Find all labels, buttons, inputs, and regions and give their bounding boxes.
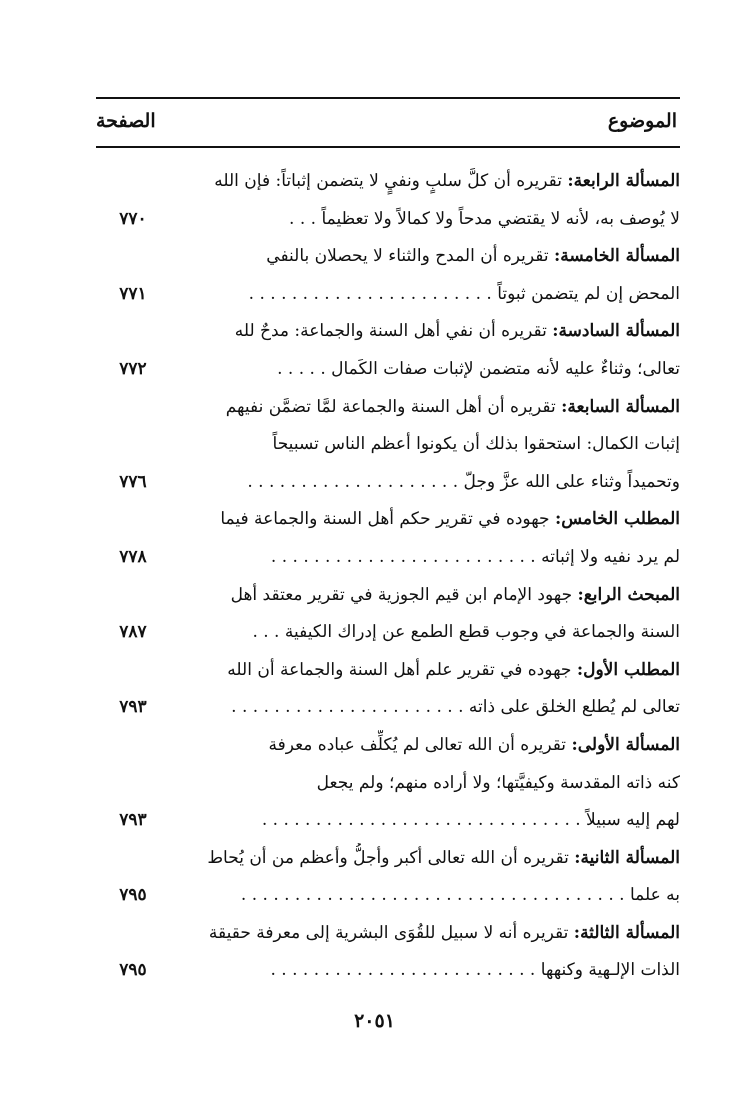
toc-entry-text: تقريره أن الله تعالى لم يُكلِّف عباده معرفة (268, 734, 572, 755)
toc-line-text (180, 768, 680, 798)
toc-page-number: ٧٧١ (119, 283, 147, 304)
top-rule (96, 97, 680, 99)
toc-entry-text: كنه ذاته المقدسة وكيفيَّتها؛ ولا أراده منهم؛ ولم يجعل (316, 772, 680, 793)
page-number: ٢٠٥١ (354, 1010, 395, 1032)
toc-line (96, 726, 680, 764)
toc-entry-text: جهود الإمام ابن قيم الجوزية في تقرير معتقد أهل (230, 584, 578, 605)
toc-page-number: ٧٧٢ (119, 358, 147, 379)
toc-line-text (180, 429, 680, 459)
toc-entry-heading: المسألة السابعة: (561, 396, 680, 417)
toc-entry-heading: المطلب الخامس: (554, 509, 680, 530)
toc-list (96, 162, 680, 989)
toc-line (96, 688, 680, 726)
toc-entry-heading: المسألة الثالثة: (573, 922, 680, 943)
toc-entry-text: السنة والجماعة في وجوب قطع الطمع عن إدراك الكيفية . . . (252, 622, 680, 643)
toc-line (96, 651, 680, 689)
toc-line-text (180, 241, 680, 271)
toc-entry-text: تقريره أن أهل السنة والجماعة لمَّا تضمَّن نفيهم (225, 396, 562, 417)
toc-page-number: ٧٩٣ (119, 697, 147, 718)
toc-line-text (180, 542, 680, 572)
toc-entry-text: جهوده في تقرير حكم أهل السنة والجماعة فيما (220, 509, 555, 530)
toc-entry-text: تعالى؛ وثناءٌ عليه لأنه متضمن لإثبات صفات الكَمال . . . . . (277, 358, 680, 379)
toc-line-text (180, 955, 680, 985)
toc-entry-text: إثبات الكمال: استحقوا بذلك أن يكونوا أعظم الناس تسبيحاً (272, 434, 680, 455)
toc-entry-text: تقريره أن المدح والثناء لا يحصلان بالنفي (266, 246, 554, 267)
toc-line-text (180, 805, 680, 835)
toc-line (96, 425, 680, 463)
toc-line (96, 839, 680, 877)
toc-line (96, 500, 680, 538)
toc-entry-heading: المسألة الأولى: (571, 734, 680, 755)
toc-line (96, 914, 680, 952)
header-rule (96, 146, 680, 148)
toc-line (96, 538, 680, 576)
toc-entry-text: لم يرد نفيه ولا إثباته . . . . . . . . . . . . . . . . . . . . . . . . . (270, 546, 680, 567)
toc-line (96, 801, 680, 839)
toc-line-text (180, 279, 680, 309)
header-page: الصفحة (96, 110, 156, 132)
toc-line (96, 613, 680, 651)
toc-entry-heading: المسألة الخامسة: (553, 246, 680, 267)
toc-entry-text: وتحميداً وثناء على الله عزَّ وجلّ . . . . . . . . . . . . . . . . . . . . (247, 471, 680, 492)
toc-line-text (180, 316, 680, 346)
header-topic: الموضوع (607, 110, 677, 132)
toc-line-text (180, 880, 680, 910)
toc-entry-text: المحض إن لم يتضمن ثبوتاً . . . . . . . . . . . . . . . . . . . . . . . (248, 283, 680, 304)
toc-line-text (180, 166, 680, 196)
toc-entry-text: الذات الإلـهية وكنهها . . . . . . . . . . . . . . . . . . . . . . . . . (270, 960, 680, 981)
toc-page-number: ٧٧٨ (119, 546, 147, 567)
toc-line-text (180, 730, 680, 760)
toc-entry-heading: المسألة الرابعة: (567, 171, 680, 191)
toc-page-number: ٧٩٣ (119, 810, 147, 831)
toc-entry-text: تقريره أن كلَّ سلبٍ ونفيٍ لا يتضمن إثباتاً: فإن الله (214, 171, 568, 191)
toc-line (96, 951, 680, 989)
toc-line (96, 576, 680, 614)
toc-line-text (180, 504, 680, 534)
toc-line-text (180, 918, 680, 948)
toc-line-text (180, 617, 680, 647)
toc-line (96, 237, 680, 275)
toc-entry-text: تقريره أنه لا سبيل للقُوَى البشرية إلى معرفة حقيقة (208, 922, 574, 943)
toc-line-text (180, 467, 680, 497)
toc-entry-text: لهم إليه سبيلاً . . . . . . . . . . . . . . . . . . . . . . . . . . . . . . (261, 810, 680, 831)
toc-entry-text: تقريره أن الله تعالى أكبر وأجلُّ وأعظم من أن يُحاط (207, 847, 575, 868)
toc-entry-heading: المطلب الأول: (576, 659, 680, 680)
toc-line (96, 162, 680, 200)
toc-entry-heading: المسألة الثانية: (574, 847, 680, 868)
toc-entry-text: لا يُوصف به، لأنه لا يقتضي مدحاً ولا كمالاً ولا تعظيماً . . . (289, 208, 680, 229)
toc-page-number: ٧٧٦ (119, 471, 147, 492)
toc-page-number: ٧٩٥ (119, 960, 147, 981)
toc-page-number: ٧٩٥ (119, 885, 147, 906)
toc-entry-text: جهوده في تقرير علم أهل السنة والجماعة أن الله (227, 659, 577, 680)
toc-page-number: ٧٨٧ (119, 622, 147, 643)
toc-line-text (180, 392, 680, 422)
toc-entry-heading: المبحث الرابع: (577, 584, 680, 605)
toc-line (96, 200, 680, 238)
toc-line (96, 764, 680, 802)
toc-line (96, 876, 680, 914)
toc-line-text (180, 580, 680, 610)
toc-line-text (180, 354, 680, 384)
toc-line (96, 463, 680, 501)
toc-line (96, 388, 680, 426)
toc-entry-text: به علما . . . . . . . . . . . . . . . . . . . . . . . . . . . . . . . . . . . . (240, 885, 680, 906)
toc-line-text (180, 655, 680, 685)
toc-line (96, 275, 680, 313)
toc-line (96, 312, 680, 350)
toc-entry-text: تقريره أن نفي أهل السنة والجماعة: مدحٌ لله (234, 321, 553, 342)
toc-line-text (180, 692, 680, 722)
toc-line-text (180, 843, 680, 873)
toc-entry-heading: المسألة السادسة: (552, 321, 680, 342)
toc-line (96, 350, 680, 388)
toc-line-text (180, 204, 680, 234)
toc-entry-text: تعالى لم يُطلع الخلق على ذاته . . . . . . . . . . . . . . . . . . . . . . (231, 697, 680, 718)
toc-page-number: ٧٧٠ (119, 208, 147, 229)
